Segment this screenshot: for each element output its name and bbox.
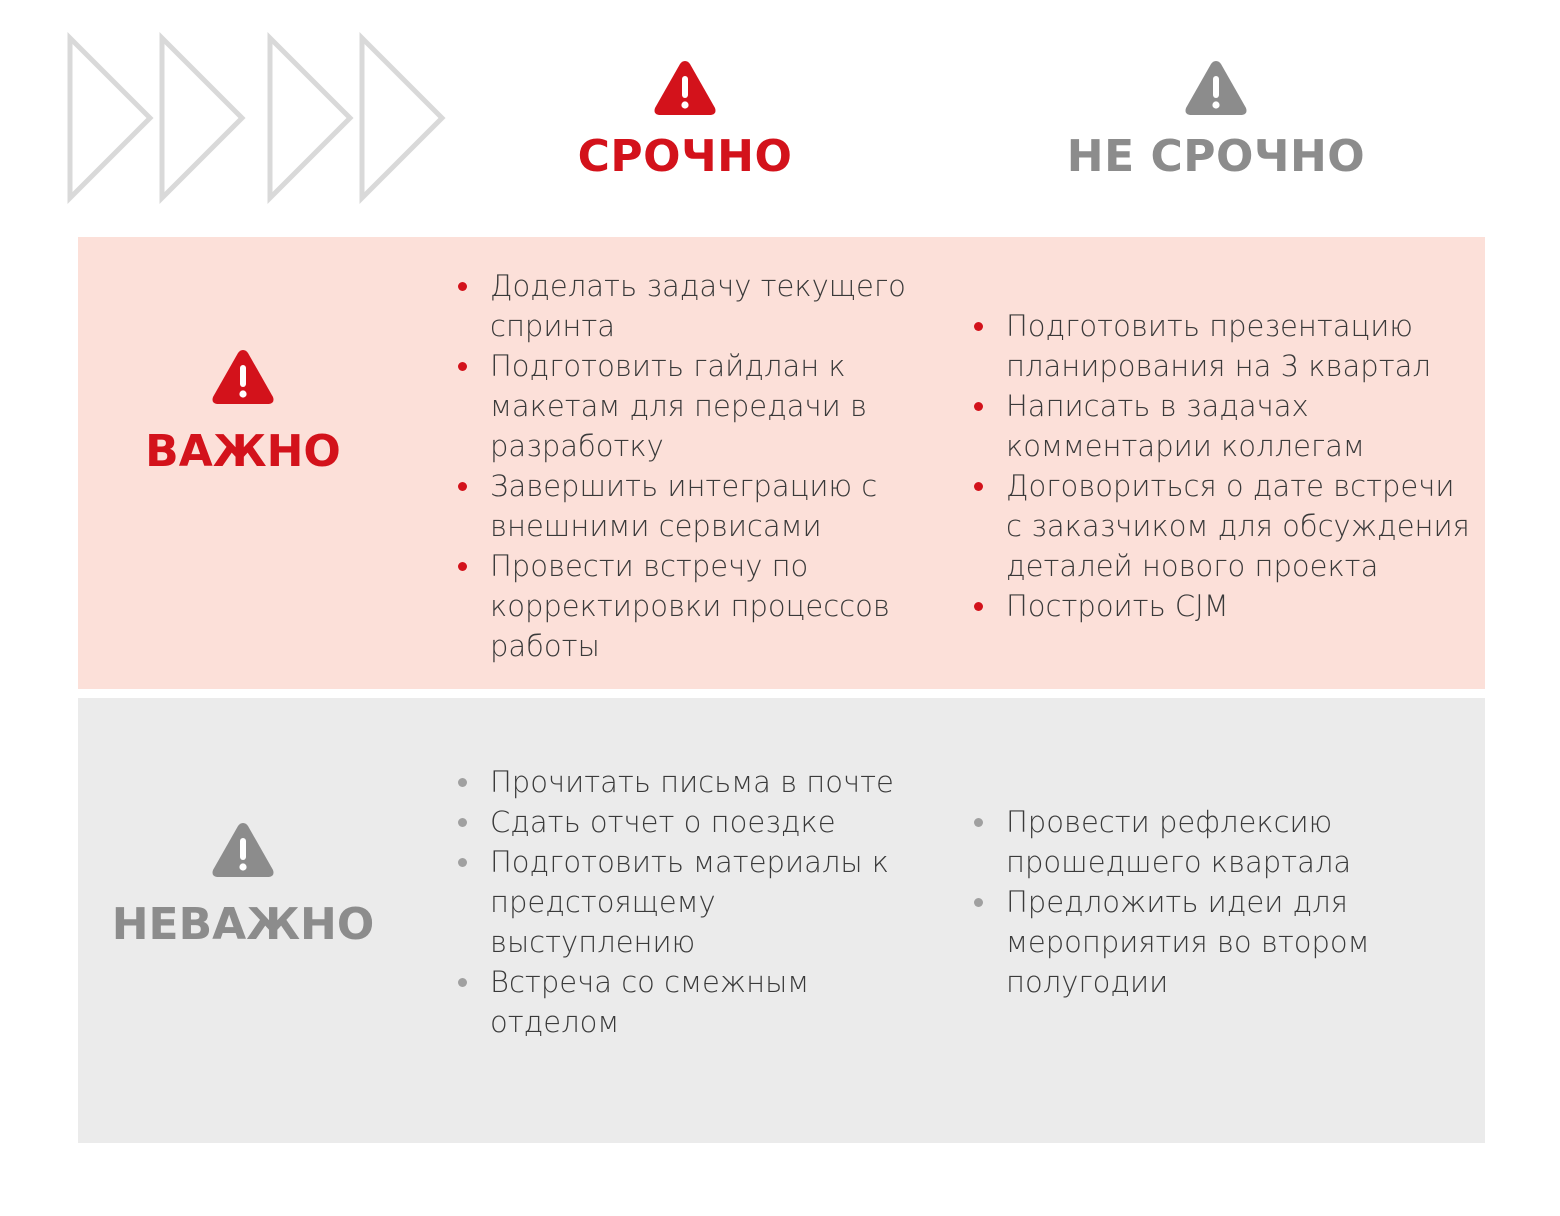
quadrant-important-urgent	[456, 266, 916, 666]
chevron-1	[70, 38, 150, 198]
quadrant-important-not-urgent	[972, 306, 1472, 626]
chevron-2	[162, 38, 242, 198]
quadrant-unimportant-urgent	[456, 762, 916, 1042]
list-item: Встреча со смежным отделом	[456, 962, 916, 1042]
list-item: Подготовить презентацию планирования на 3 квартал	[972, 306, 1472, 386]
list-item: Завершить интеграцию с внешними сервисами	[456, 466, 916, 546]
column-header-not-urgent	[1006, 58, 1426, 182]
row-header-unimportant	[98, 820, 388, 950]
column-label-urgent: СРОЧНО	[577, 131, 793, 182]
row-label-unimportant: НЕВАЖНО	[111, 899, 375, 950]
list-item: Провести рефлексию прошедшего квартала	[972, 802, 1442, 882]
warning-triangle-icon	[118, 347, 368, 407]
warning-triangle-icon	[475, 58, 895, 118]
list-item: Сдать отчет о поездке	[456, 802, 916, 842]
list-item: Написать в задачах комментарии коллегам	[972, 386, 1472, 466]
row-unimportant	[78, 698, 1485, 1143]
chevron-3	[270, 38, 350, 198]
column-header-urgent	[475, 58, 895, 182]
list-item: Договориться о дате встречи с заказчиком для обсуждения деталей нового проекта	[972, 466, 1472, 586]
warning-triangle-icon	[1006, 58, 1426, 118]
quadrant-unimportant-not-urgent	[972, 802, 1442, 1002]
row-important	[78, 237, 1485, 689]
list-item: Подготовить гайдлан к макетам для передачи в разработку	[456, 346, 916, 466]
list-item: Провести встречу по корректировки процессов работы	[456, 546, 916, 666]
warning-triangle-icon	[98, 820, 388, 880]
decorative-chevrons	[60, 30, 460, 210]
row-header-important	[118, 347, 368, 477]
chevron-4	[362, 38, 442, 198]
list-item: Предложить идеи для мероприятия во втором полугодии	[972, 882, 1442, 1002]
row-label-important: ВАЖНО	[145, 426, 341, 477]
list-item: Построить CJM	[972, 586, 1472, 626]
column-label-not-urgent: НЕ СРОЧНО	[1066, 131, 1366, 182]
list-item: Подготовить материалы к предстоящему выступлению	[456, 842, 916, 962]
list-item: Прочитать письма в почте	[456, 762, 916, 802]
list-item: Доделать задачу текущего спринта	[456, 266, 916, 346]
